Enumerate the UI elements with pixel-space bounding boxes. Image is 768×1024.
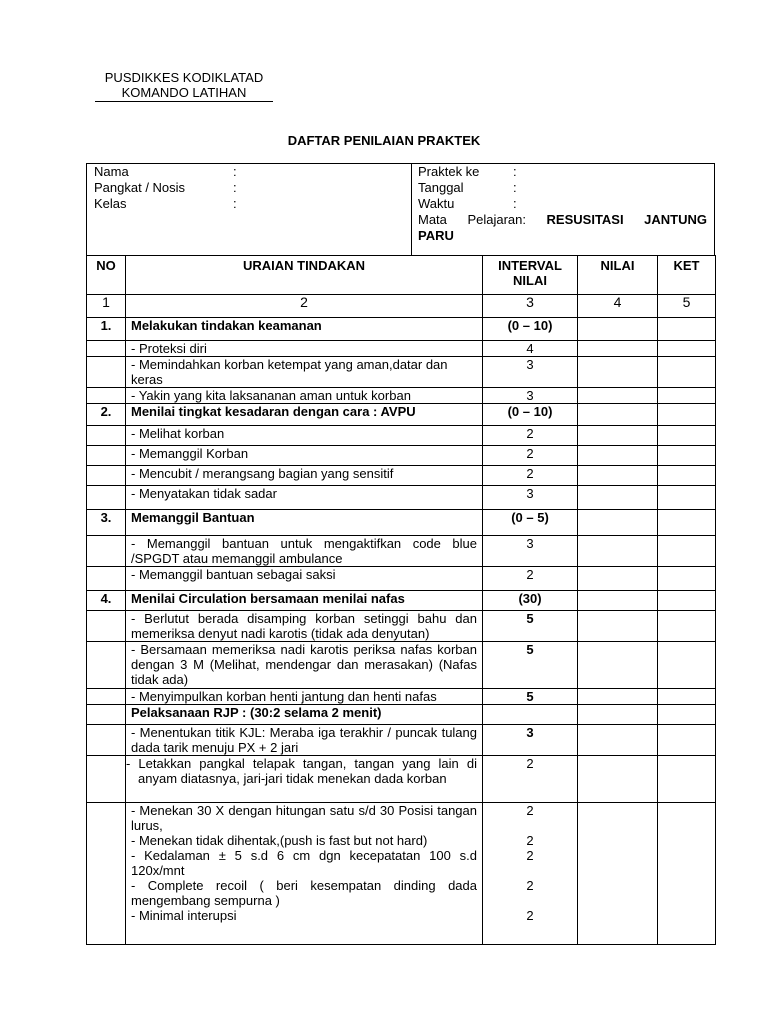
student-info-left: [87, 164, 412, 255]
table-header-row: [87, 256, 716, 295]
col-header-nilai: NILAI: [578, 256, 658, 295]
ket-cell[interactable]: [658, 404, 716, 426]
col-header-interval: INTERVAL NILAI: [483, 256, 578, 295]
table-row: [87, 803, 716, 945]
institution-name: PUSDIKKES KODIKLATAD: [104, 70, 264, 85]
table-row: 2. Menilai tingkat kesadaran dengan cara : AVPU (0 – 10): [87, 404, 716, 426]
table-row: - Memanggil bantuan sebagai saksi 2: [87, 567, 716, 591]
table-row: [87, 705, 716, 725]
table-row: - Bersamaan memeriksa nadi karotis periksa nafas korban dengan 3 M (Melihat, mendengar dan merasakan) (Nafas tidak ada) 5: [87, 642, 716, 689]
ket-cell[interactable]: [658, 725, 716, 756]
nilai-cell[interactable]: [578, 466, 658, 486]
field-label: Pangkat / Nosis: [94, 180, 186, 195]
ket-cell[interactable]: [658, 486, 716, 510]
ket-cell[interactable]: [658, 567, 716, 591]
field-label: Kelas: [94, 196, 127, 211]
nilai-cell[interactable]: [578, 803, 658, 945]
field-label: Tanggal: [418, 180, 464, 195]
section-title: Pelaksanaan RJP : (30:2 selama 2 menit): [126, 705, 483, 725]
field-waktu[interactable]: Waktu :: [418, 196, 517, 211]
table-row: - Memanggil Korban 2: [87, 446, 716, 466]
table-row: 1. Melakukan tindakan keamanan (0 – 10): [87, 318, 716, 341]
page-title: DAFTAR PENILAIAN PRAKTEK: [287, 133, 481, 148]
nilai-cell[interactable]: [578, 567, 658, 591]
field-praktek-ke[interactable]: Praktek ke :: [418, 164, 517, 179]
ket-cell[interactable]: [658, 689, 716, 705]
ket-cell[interactable]: [658, 426, 716, 446]
ket-cell[interactable]: [658, 318, 716, 341]
table-row: - Proteksi diri 4: [87, 341, 716, 357]
col-header-ket: KET: [658, 256, 716, 295]
table-row: - Berlutut berada disamping korban setinggi bahu dan memeriksa denyut nadi karotis (tidak ada denyutan) 5: [87, 611, 716, 642]
ket-cell[interactable]: [658, 611, 716, 642]
nilai-cell[interactable]: [578, 388, 658, 404]
ket-cell[interactable]: [658, 446, 716, 466]
section-title: Memanggil Bantuan: [126, 510, 483, 536]
nilai-cell[interactable]: [578, 341, 658, 357]
nilai-cell[interactable]: [578, 591, 658, 611]
table-row: - Letakkan pangkal telapak tangan, tangan yang lain di anyam diatasnya, jari-jari tidak menekan dada korban 2: [87, 756, 716, 803]
column-number-row: 1 2 3 4 5: [87, 295, 716, 318]
assessment-table: [86, 255, 716, 945]
institution-unit: KOMANDO LATIHAN: [95, 85, 273, 102]
table-row: 3. Memanggil Bantuan (0 – 5): [87, 510, 716, 536]
ket-cell[interactable]: [658, 510, 716, 536]
student-info-box: [86, 163, 715, 256]
col-header-uraian: URAIAN TINDAKAN: [126, 256, 483, 295]
ket-cell[interactable]: [658, 705, 716, 725]
nilai-cell[interactable]: [578, 510, 658, 536]
nilai-cell[interactable]: [578, 705, 658, 725]
table-row: - Menentukan titik KJL: Meraba iga terakhir / puncak tulang dada tarik menuju PX + 2 jari 3: [87, 725, 716, 756]
field-kelas[interactable]: Kelas :: [94, 196, 237, 211]
table-row: - Menyimpulkan korban henti jantung dan henti nafas 5: [87, 689, 716, 705]
nilai-cell[interactable]: [578, 642, 658, 689]
nilai-cell[interactable]: [578, 725, 658, 756]
nilai-cell[interactable]: [578, 426, 658, 446]
col-header-no: NO: [87, 256, 126, 295]
nilai-cell[interactable]: [578, 404, 658, 426]
nilai-cell[interactable]: [578, 756, 658, 803]
institution-header: [95, 70, 273, 102]
field-label: Praktek ke: [418, 164, 480, 179]
ket-cell[interactable]: [658, 357, 716, 388]
table-row: - Memanggil bantuan untuk mengaktifkan code blue /SPGDT atau memanggil ambulance 3: [87, 536, 716, 567]
field-mata-pelajaran: Mata Pelajaran: RESUSITASI JANTUNG: [418, 212, 707, 227]
section-title: Menilai Circulation bersamaan menilai nafas: [126, 591, 483, 611]
field-nama[interactable]: Nama :: [94, 164, 237, 179]
ket-cell[interactable]: [658, 591, 716, 611]
nilai-cell[interactable]: [578, 318, 658, 341]
field-tanggal[interactable]: Tanggal :: [418, 180, 517, 195]
section-title: Menilai tingkat kesadaran dengan cara : AVPU: [126, 404, 483, 426]
rjp-values-cell: 2 2 2 2 2: [483, 803, 578, 945]
nilai-cell[interactable]: [578, 611, 658, 642]
ket-cell[interactable]: [658, 388, 716, 404]
nilai-cell[interactable]: [578, 536, 658, 567]
ket-cell[interactable]: [658, 466, 716, 486]
field-label: Waktu: [418, 196, 455, 211]
ket-cell[interactable]: [658, 341, 716, 357]
session-info-right: [412, 164, 714, 255]
nilai-cell[interactable]: [578, 357, 658, 388]
table-row: - Memindahkan korban ketempat yang aman,datar dan keras 3: [87, 357, 716, 388]
table-row: 4. Menilai Circulation bersamaan menilai nafas (30): [87, 591, 716, 611]
nilai-cell[interactable]: [578, 689, 658, 705]
ket-cell[interactable]: [658, 756, 716, 803]
field-pangkat-nosis[interactable]: Pangkat / Nosis :: [94, 180, 237, 195]
ket-cell[interactable]: [658, 803, 716, 945]
field-label: Nama: [94, 164, 129, 179]
ket-cell[interactable]: [658, 536, 716, 567]
nilai-cell[interactable]: [578, 486, 658, 510]
table-row: - Mencubit / merangsang bagian yang sensitif 2: [87, 466, 716, 486]
table-row: - Menyatakan tidak sadar 3: [87, 486, 716, 510]
subject-name-cont: PARU: [418, 228, 454, 243]
ket-cell[interactable]: [658, 642, 716, 689]
section-title: Melakukan tindakan keamanan: [126, 318, 483, 341]
table-row: - Melihat korban 2: [87, 426, 716, 446]
nilai-cell[interactable]: [578, 446, 658, 466]
rjp-steps-cell: - Menekan 30 X dengan hitungan satu s/d 30 Posisi tangan lurus, - Menekan tidak dihentak,(push is fast but not hard) - Kedalaman ± 5 s.d 6 cm dgn kecepatatan 100 s.d 120x/mnt - Complete recoil ( beri kesempatan dinding dada mengembang sempurna ) - Minimal interupsi: [126, 803, 483, 945]
table-row: - Yakin yang kita laksananan aman untuk korban 3: [87, 388, 716, 404]
